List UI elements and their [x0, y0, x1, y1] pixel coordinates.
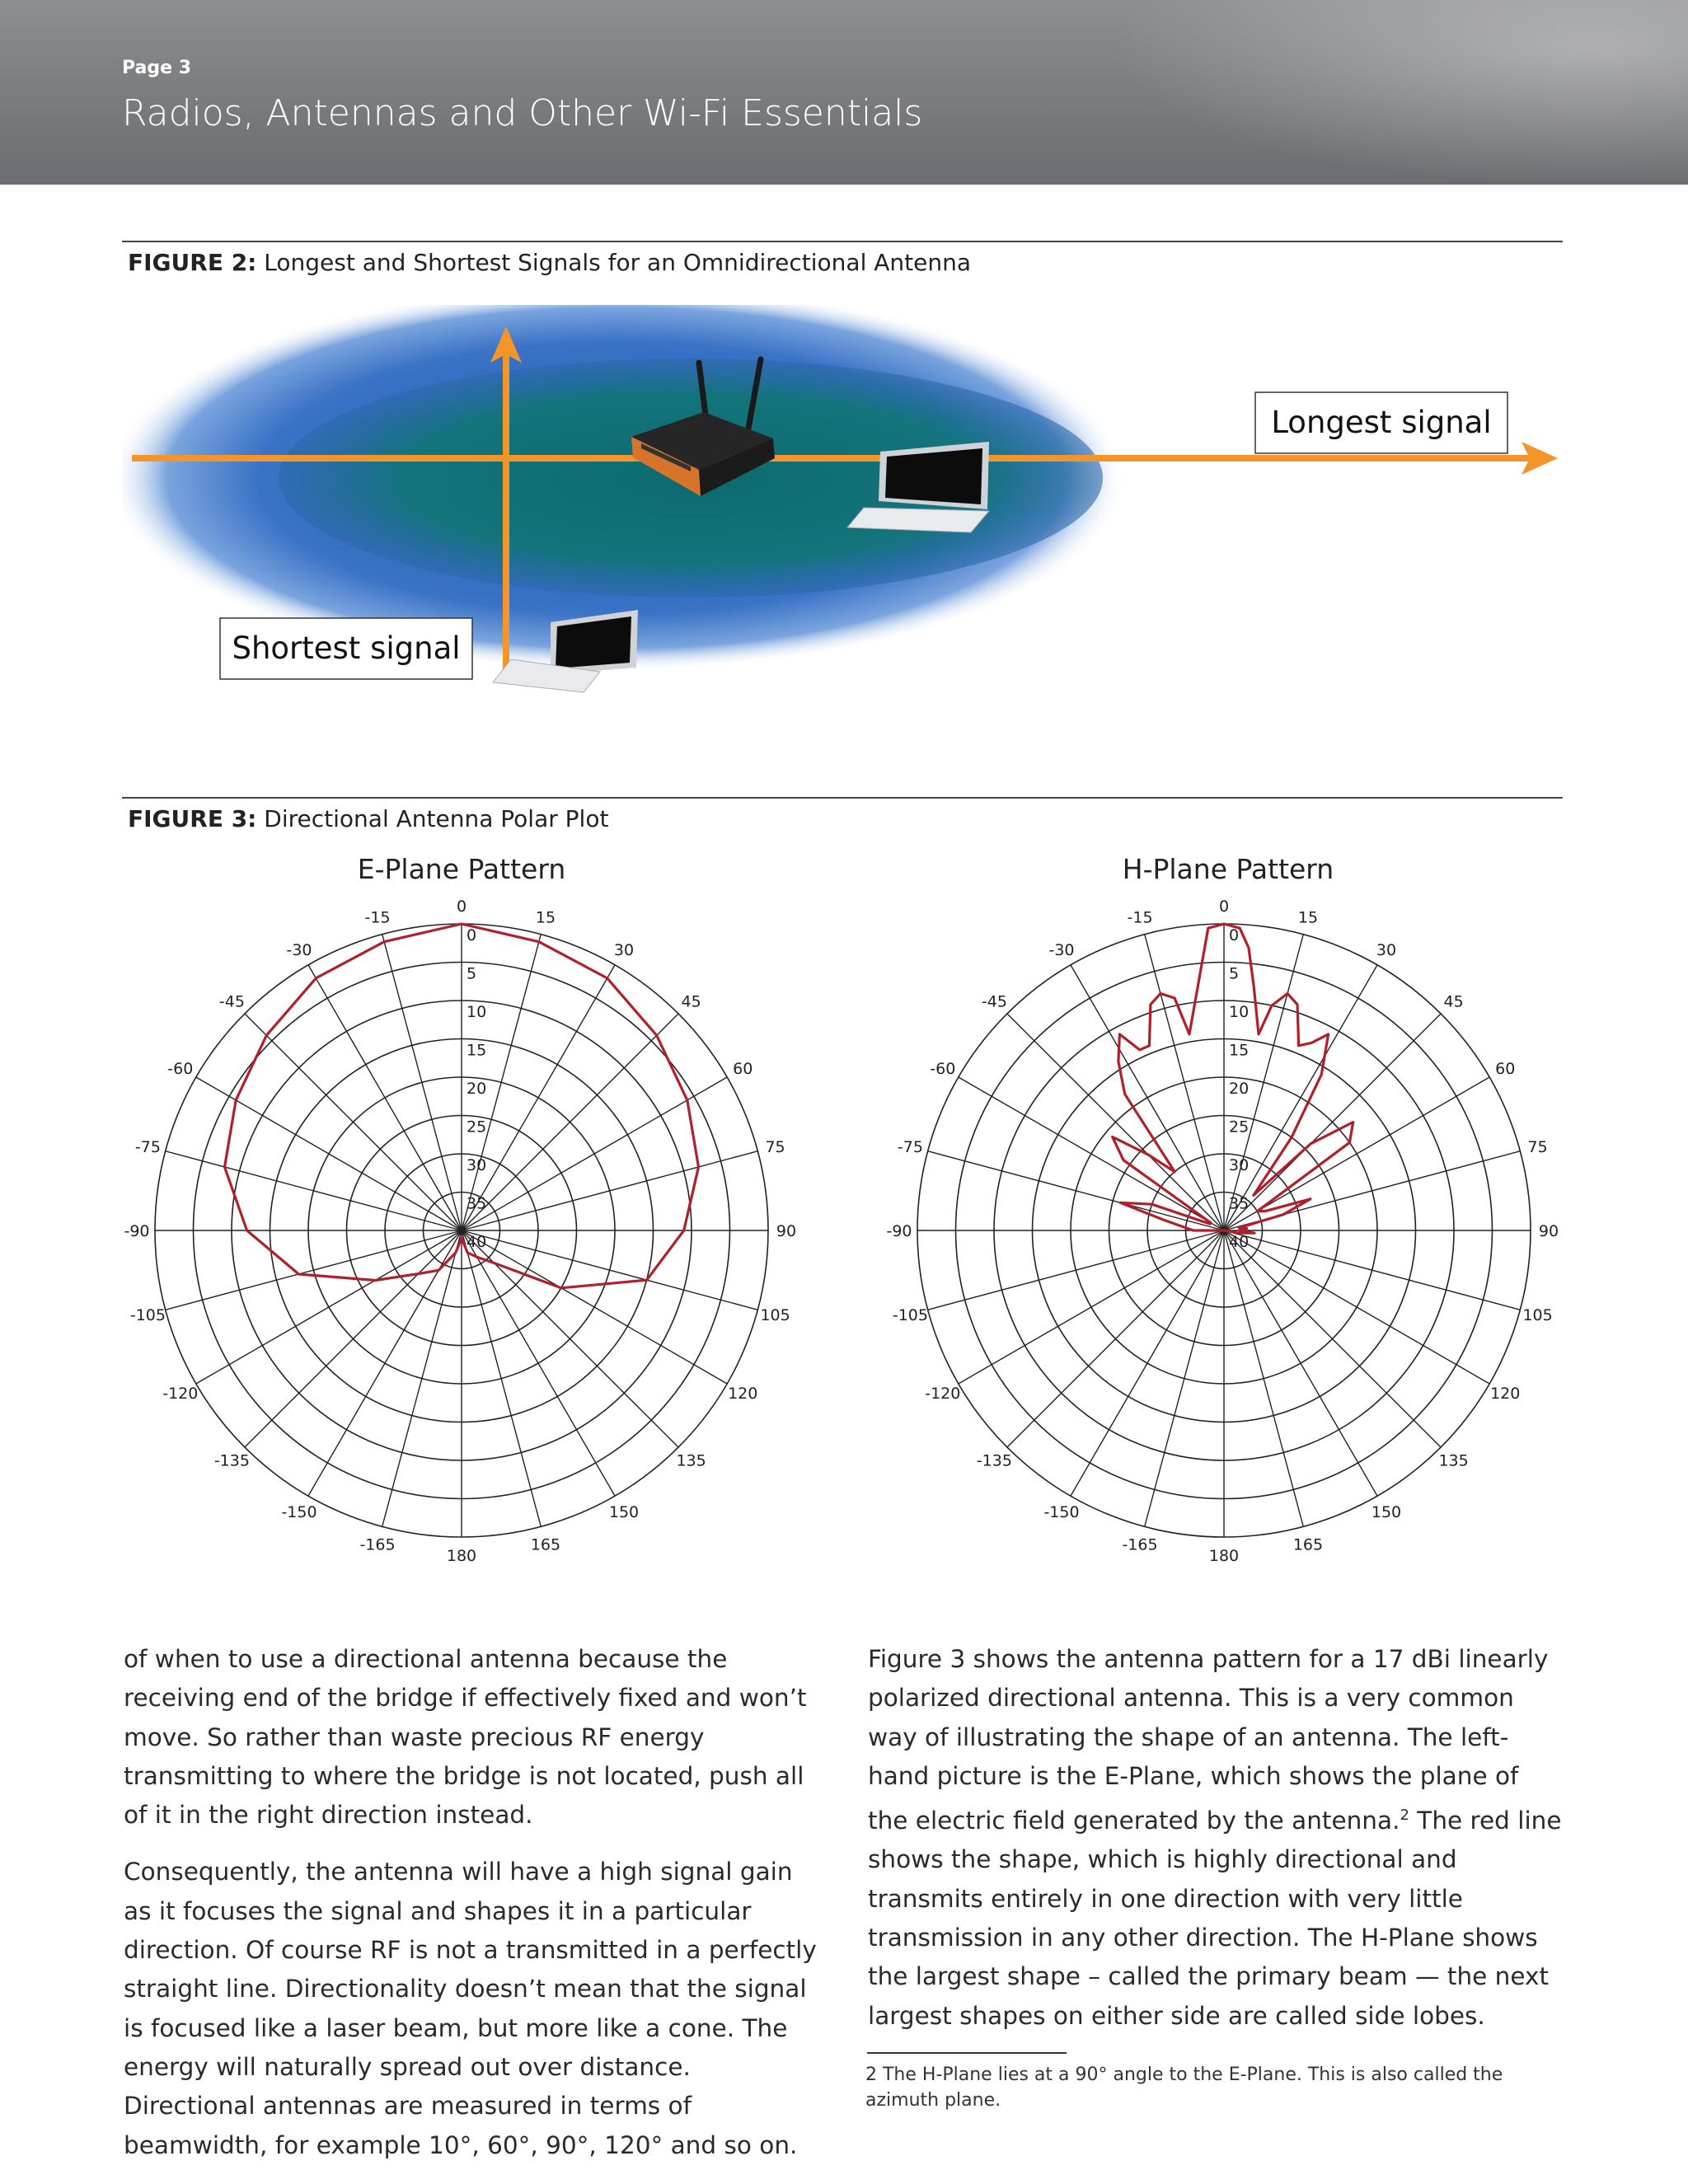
hplane-angle-label: 150 [1371, 1503, 1402, 1522]
figure-3-caption-text: Directional Antenna Polar Plot [264, 805, 609, 832]
eplane-grid [124, 898, 796, 1565]
hplane-angle-label: 165 [1292, 1535, 1324, 1554]
right-paragraph-1 [868, 1640, 1563, 2036]
hplane-spoke [1224, 1230, 1520, 1310]
figure-2-caption-text: Longest and Shortest Signals for an Omnidirectional Antenna [264, 249, 972, 276]
hplane-angle-label: 90 [1538, 1222, 1559, 1240]
eplane-radial-label: 30 [467, 1156, 487, 1174]
eplane-spoke [245, 1014, 462, 1230]
hplane-spoke [928, 1151, 1224, 1230]
left-column [124, 1640, 823, 2165]
figure-3-caption [128, 805, 608, 832]
eplane-angle-label: 135 [676, 1451, 706, 1470]
hplane-grid [886, 898, 1559, 1565]
eplane-radial-label: 15 [467, 1041, 487, 1060]
hplane-angle-label: 45 [1443, 992, 1464, 1011]
eplane-spoke [166, 1230, 462, 1310]
hplane-angle-label: 75 [1527, 1138, 1548, 1157]
eplane-angle-label: 105 [760, 1305, 790, 1324]
page-header [0, 0, 1688, 185]
eplane-angle-label: -150 [281, 1503, 317, 1522]
eplane-spoke [462, 1230, 727, 1384]
hplane-angle-label: -165 [1122, 1535, 1158, 1554]
eplane-spoke [382, 935, 462, 1230]
figure-3-rule [122, 797, 1563, 799]
eplane-angle-label: 180 [446, 1547, 477, 1565]
hplane-spoke [1224, 1230, 1441, 1447]
hplane-radial-label: 0 [1229, 926, 1240, 944]
hplane-spoke [1145, 1230, 1224, 1526]
hplane-angle-label: -150 [1043, 1503, 1080, 1522]
eplane-radial-label: 40 [467, 1233, 487, 1251]
hplane-angle-label: 135 [1438, 1451, 1469, 1470]
hplane-angle-label: -15 [1127, 908, 1153, 927]
hplane-radial-label: 25 [1229, 1118, 1250, 1137]
hplane-angle-label: -45 [981, 992, 1007, 1011]
eplane-angle-label: 45 [681, 992, 701, 1011]
hplane-angle-label: -90 [886, 1222, 912, 1240]
hplane-spoke [959, 1230, 1224, 1384]
left-paragraph-1: of when to use a directional antenna because the receiving end of the bridge if effectively fixed and won’t move. So rather than waste precious RF energy transmitting to where the bridge is not located, push all of it in the right direction instead. [124, 1645, 807, 1830]
eplane-angle-label: -135 [213, 1451, 250, 1470]
eplane-radial-label: 5 [467, 964, 477, 983]
eplane-radial-label: 35 [467, 1194, 487, 1213]
figure-2-illustration [122, 305, 1573, 717]
hplane-title: H-Plane Pattern [1122, 853, 1334, 885]
hplane-angle-label: 120 [1490, 1385, 1521, 1403]
eplane-spoke [382, 1230, 462, 1526]
eplane-angle-label: 30 [613, 940, 635, 959]
eplane-spoke [462, 1151, 757, 1230]
eplane-spoke [166, 1151, 462, 1230]
figure-2-label: FIGURE 2: [128, 249, 257, 276]
footnote-rule [867, 2052, 1067, 2054]
eplane-radial-label: 25 [467, 1118, 487, 1137]
eplane-angle-label: 150 [608, 1503, 640, 1522]
hplane-angle-label: 0 [1218, 898, 1230, 916]
hplane-spoke [1007, 1230, 1224, 1447]
eplane-angle-label: -30 [286, 940, 312, 959]
hplane-spoke [1224, 1230, 1489, 1384]
page-title: Radios, Antennas and Other Wi-Fi Essentials [122, 92, 923, 134]
hplane-angle-label: 180 [1208, 1547, 1240, 1565]
hplane-spoke [1224, 1230, 1377, 1496]
eplane-angle-label: -60 [167, 1060, 194, 1078]
hplane-radial-label: 5 [1229, 964, 1240, 983]
eplane-angle-label: 165 [530, 1535, 561, 1554]
hplane-spoke [1224, 1230, 1303, 1526]
hplane-radial-label: 20 [1229, 1080, 1250, 1098]
eplane-radial-label: 10 [467, 1003, 487, 1021]
hplane-spoke [928, 1230, 1224, 1310]
figure-2-caption [128, 249, 971, 276]
eplane-angle-label: -105 [129, 1305, 166, 1324]
polar-plots [0, 849, 1688, 1574]
hplane-angle-label: -30 [1048, 940, 1075, 959]
eplane-spoke [462, 1014, 678, 1230]
right-paragraph-1b: The red line shows the shape, which is highly directional and transmits entirely in one direction with very little transmission in any other direction. The H-Plane shows the largest shape – called the primary beam — the next largest shapes on either side are called side lobes. [868, 1807, 1562, 2030]
eplane-angle-label: 75 [765, 1138, 785, 1157]
eplane-angle-label: 60 [733, 1060, 753, 1078]
page-number: Page 3 [122, 58, 192, 78]
left-paragraph-2: Consequently, the antenna will have a high signal gain as it focuses the signal and shapes it in a particular direction. Of course RF is not a transmitted in a perfectly straight line. Directionality doesn’t mean that the signal is focused like a laser beam, but more like a cone. The energy will naturally spread out over distance. Directional antennas are measured in terms of beamwidth, for example 10°, 60°, 90°, 120° and so on. [124, 1858, 817, 2159]
hplane-spoke [1071, 965, 1224, 1230]
eplane-angle-label: -15 [364, 908, 391, 927]
eplane-spoke [308, 965, 462, 1230]
figure-3-label: FIGURE 3: [128, 805, 257, 832]
hplane-angle-label: 15 [1297, 908, 1319, 927]
hplane-spoke [1007, 1014, 1224, 1230]
eplane-angle-label: -45 [218, 992, 245, 1011]
hplane-angle-label: 60 [1495, 1060, 1516, 1078]
eplane-spoke [245, 1230, 462, 1447]
hplane-angle-label: -105 [892, 1305, 928, 1324]
eplane-angle-label: -90 [124, 1222, 150, 1240]
eplane-angle-label: 15 [535, 908, 556, 927]
figure-2-rule [122, 241, 1563, 242]
shortest-signal-label: Shortest signal [232, 630, 461, 666]
hplane-radial-label: 40 [1229, 1233, 1250, 1251]
eplane-radial-label: 0 [467, 926, 477, 944]
eplane-radial-label: 20 [467, 1080, 487, 1098]
hplane-radial-label: 30 [1229, 1156, 1250, 1174]
right-column [868, 1640, 1563, 2036]
eplane-spoke [462, 1230, 757, 1310]
hplane-spoke [1071, 1230, 1224, 1496]
hplane-radial-label: 15 [1229, 1041, 1250, 1060]
hplane-spoke [959, 1077, 1224, 1230]
eplane-spoke [462, 1230, 615, 1496]
longest-signal-label: Longest signal [1271, 405, 1492, 440]
hplane-angle-label: -60 [930, 1060, 956, 1078]
hplane-angle-label: 30 [1376, 940, 1397, 959]
hplane-angle-label: -120 [925, 1385, 961, 1403]
eplane-title: E-Plane Pattern [357, 853, 566, 885]
hplane-radial-label: 35 [1229, 1194, 1250, 1213]
eplane-angle-label: 120 [728, 1385, 758, 1403]
hplane-radial-label: 10 [1229, 1003, 1250, 1021]
eplane-angle-label: -165 [359, 1535, 396, 1554]
eplane-angle-label: 90 [776, 1222, 797, 1240]
hplane-angle-label: -135 [976, 1451, 1012, 1470]
footnote: 2 The H-Plane lies at a 90° angle to the E-Plane. This is also called the azimuth plane. [865, 2064, 1503, 2111]
eplane-spoke [196, 1230, 462, 1384]
hplane-angle-label: 105 [1522, 1305, 1553, 1324]
eplane-angle-label: -120 [162, 1385, 199, 1403]
footnote-ref: 2 [1400, 1807, 1409, 1825]
hplane-spoke [1145, 935, 1224, 1230]
right-paragraph-1a: Figure 3 shows the antenna pattern for a 17 dBi linearly polarized directional antenna. This is a very common way of illustrating the shape of an antenna. The left-hand picture is the E-Plane, which shows the plane of the electric field generated by the antenna. [868, 1645, 1549, 1835]
eplane-angle-label: 0 [456, 898, 467, 916]
eplane-angle-label: -75 [134, 1138, 161, 1157]
hplane-angle-label: -75 [897, 1138, 923, 1157]
hplane-spoke [1224, 1014, 1441, 1230]
